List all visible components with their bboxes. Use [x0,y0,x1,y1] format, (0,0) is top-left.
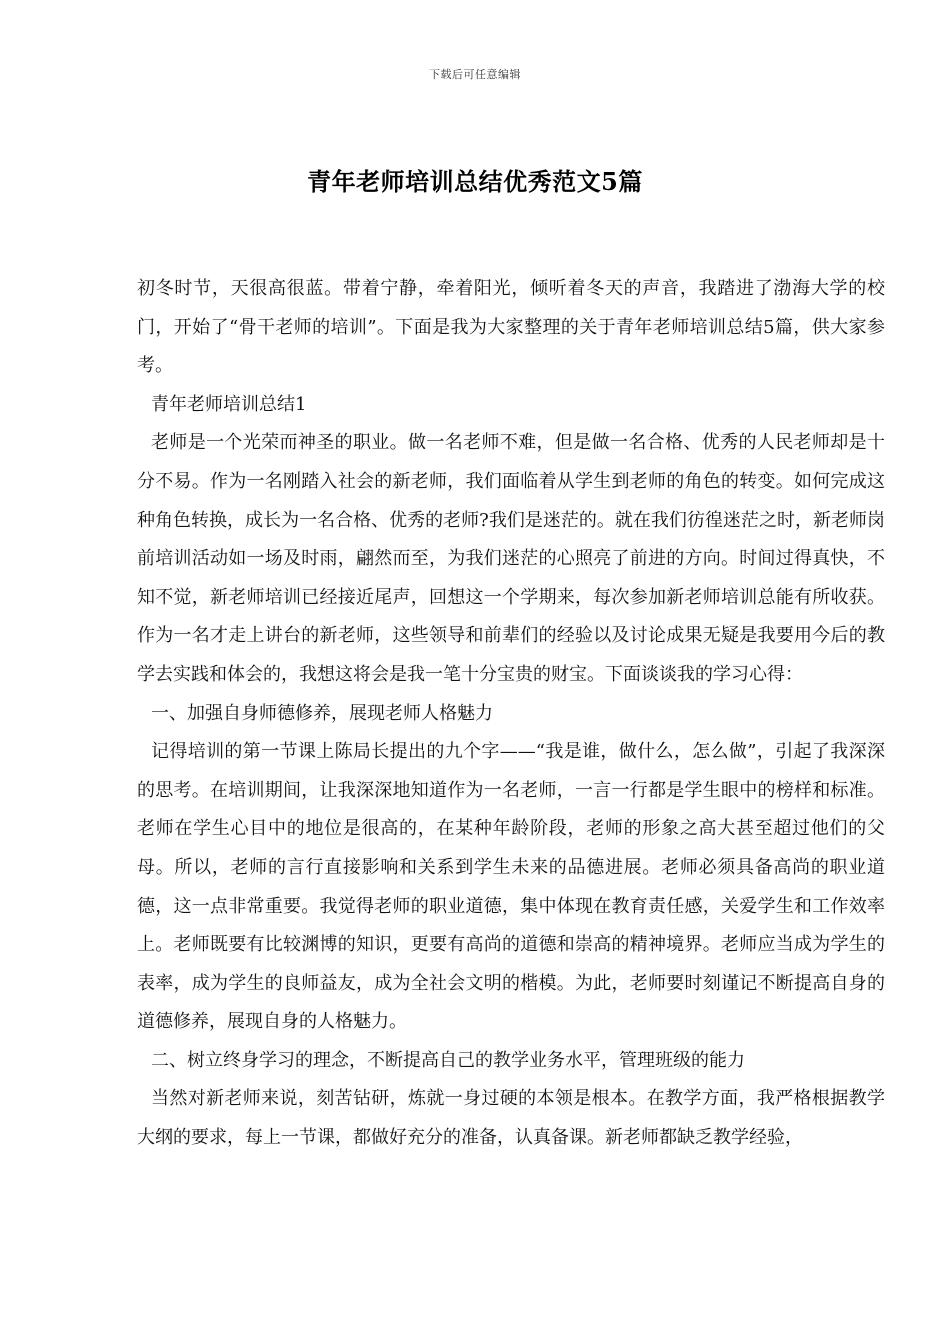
section-heading-point-2: 二、树立终身学习的理念，不断提高自己的教学业务水平，管理班级的能力 [151,1049,745,1071]
document-body [137,270,885,1158]
section-heading-point-1: 一、加强自身师德修养，展现老师人格魅力 [151,702,493,724]
body-paragraph: 当然对新老师来说，刻苦钻研，炼就一身过硬的本领是根本。在教学方面，我严格根据教学大纲的要求，每上一节课，都做好充分的准备，认真备课。新老师都缺乏教学经验， [137,1088,885,1149]
body-paragraph: 记得培训的第一节课上陈局长提出的九个字——“我是谁，做什么，怎么做”，引起了我深深的思考。在培训期间，让我深深地知道作为一名老师，一言一行都是学生眼中的榜样和标准。老师在学生心目中的地位是很高的，在某种年龄阶段，老师的形象之高大甚至超过他们的父母。所以，老师的言行直接影响和关系到学生未来的品德进展。老师必须具备高尚的职业道德，这一点非常重要。我觉得老师的职业道德，集中体现在教育责任感，关爱学生和工作效率上。老师既要有比较渊博的知识，更要有高尚的道德和崇高的精神境界。老师应当成为学生的表率，成为学生的良师益友，成为全社会文明的楷模。为此，老师要时刻谨记不断提高自身的道德修养，展现自身的人格魅力。 [137,741,885,1033]
header-note: 下载后可任意编辑 [429,68,521,81]
intro-paragraph: 初冬时节，天很高很蓝。带着宁静，牵着阳光，倾听着冬天的声音，我踏进了渤海大学的校门，开始了“骨干老师的培训”。下面是我为大家整理的关于青年老师培训总结5篇，供大家参考。 [137,278,885,377]
body-paragraph: 老师是一个光荣而神圣的职业。做一名老师不难，但是做一名合格、优秀的人民老师却是十分不易。作为一名刚踏入社会的新老师，我们面临着从学生到老师的角色的转变。如何完成这种角色转换，成长为一名合格、优秀的老师?我们是迷茫的。就在我们彷徨迷茫之时，新老师岗前培训活动如一场及时雨，翩然而至，为我们迷茫的心照亮了前进的方向。时间过得真快，不知不觉，新老师培训已经接近尾声，回想这一个学期来，每次参加新老师培训总能有所收获。作为一名才走上讲台的新老师，这些领导和前辈们的经验以及讨论成果无疑是我要用今后的教学去实践和体会的，我想这将会是我一笔十分宝贵的财宝。下面谈谈我的学习心得： [137,432,885,685]
document-title: 青年老师培训总结优秀范文5篇 [307,167,643,196]
section-heading-summary-1: 青年老师培训总结1 [151,393,307,415]
